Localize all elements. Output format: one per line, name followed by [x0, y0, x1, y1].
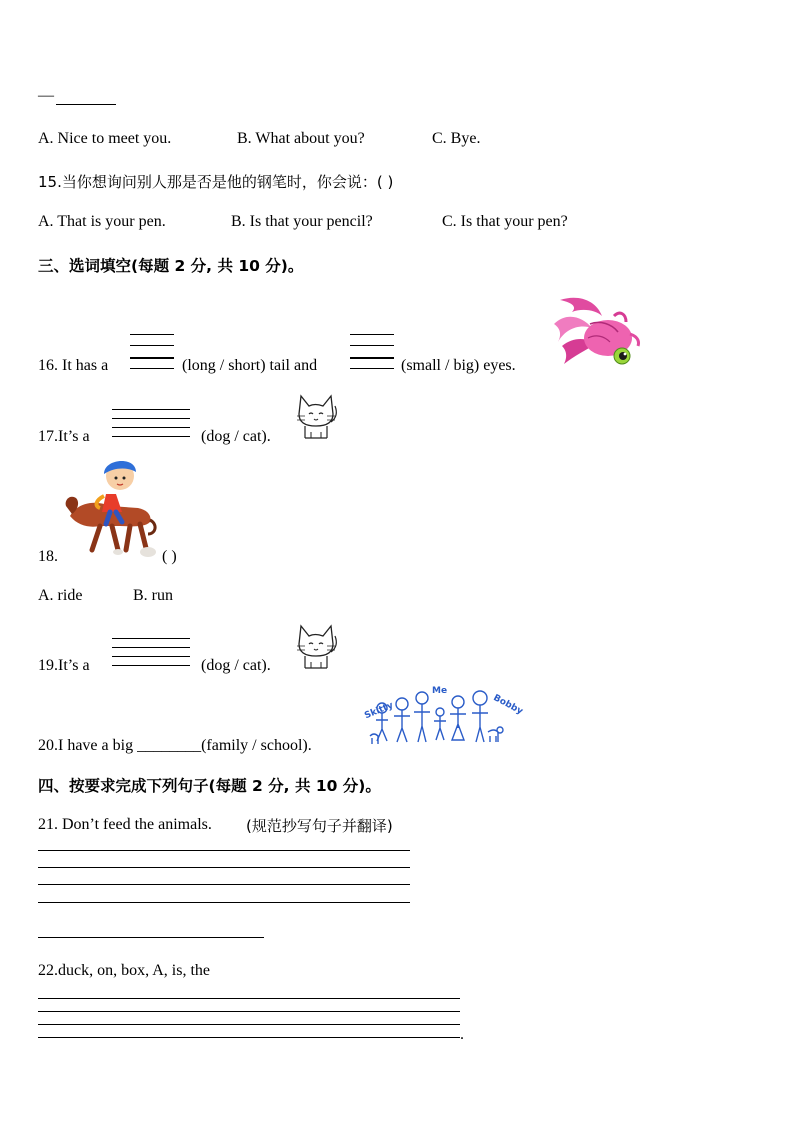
q15-prompt: 15.当你想询问别人那是否是他的钢笔时，你会说：( )	[38, 173, 394, 191]
q18-option-b[interactable]: B. run	[133, 587, 173, 604]
q17-prefix: 17.It’s a	[38, 428, 90, 445]
q16-prefix: 16. It has a	[38, 357, 109, 374]
q21-instruction: (规范抄写句子并翻译)	[246, 817, 393, 835]
family-label-me: Me	[432, 686, 448, 696]
q16-choice-2: (small / big) eyes.	[401, 357, 516, 374]
q14-option-c[interactable]: C. Bye.	[432, 130, 481, 147]
cat-image	[293, 392, 339, 440]
q14-dash: —	[38, 87, 54, 104]
q22-end-mark: .	[460, 1026, 464, 1043]
q15-option-b[interactable]: B. Is that your pencil?	[231, 213, 373, 230]
family-label-bobby: Bobby	[491, 693, 525, 717]
q18-number: 18.	[38, 548, 58, 565]
family-label-skitty: Skitty	[363, 700, 395, 722]
q14-option-a[interactable]: A. Nice to meet you.	[38, 130, 172, 147]
section3-heading: 三、选词填空(每题 2 分, 共 10 分)。	[38, 257, 304, 275]
q19-prefix: 19.It’s a	[38, 657, 90, 674]
q16-choice-1: (long / short) tail and	[182, 357, 318, 374]
q15-option-c[interactable]: C. Is that your pen?	[442, 213, 568, 230]
q21-translation-line[interactable]	[38, 937, 264, 938]
q19-choice: (dog / cat).	[201, 657, 271, 674]
cat-image-2	[293, 622, 339, 670]
q14-answer-line[interactable]	[56, 104, 116, 105]
q20-text: 20.I have a big ________(family / school).	[38, 737, 312, 754]
q18-answer-paren[interactable]: ( )	[162, 548, 177, 565]
horse-rider-image	[60, 454, 160, 566]
q14-option-b[interactable]: B. What about you?	[237, 130, 365, 147]
q17-choice: (dog / cat).	[201, 428, 271, 445]
section4-heading: 四、按要求完成下列句子(每题 2 分, 共 10 分)。	[38, 777, 381, 795]
q21-prompt: 21. Don’t feed the animals.	[38, 816, 212, 833]
q18-option-a[interactable]: A. ride	[38, 587, 83, 604]
q22-prompt: 22.duck, on, box, A, is, the	[38, 962, 210, 979]
goldfish-image	[552, 294, 648, 372]
q15-option-a[interactable]: A. That is your pen.	[38, 213, 166, 230]
